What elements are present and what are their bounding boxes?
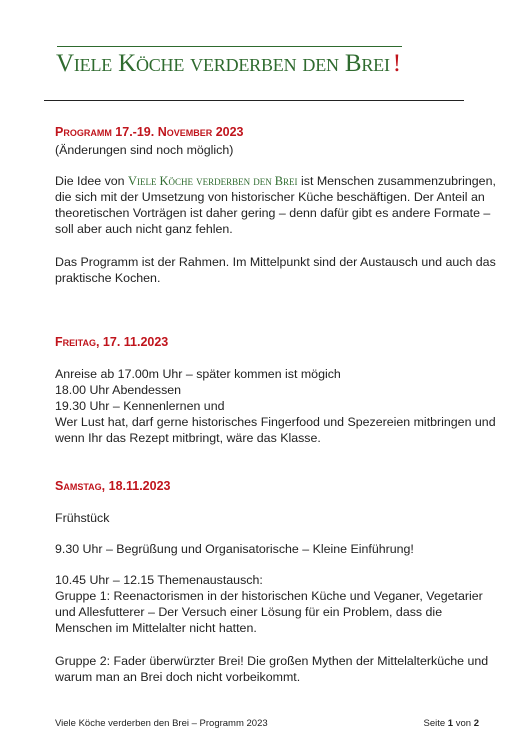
program-note: (Änderungen sind noch möglich)	[55, 143, 234, 157]
saturday-welcome: 9.30 Uhr – Begrüßung und Organisatorische – Kleine Einführung!	[55, 542, 414, 556]
intro-line-1-pre: Die Idee von	[55, 174, 129, 188]
title-exclamation: !	[392, 50, 401, 77]
footer-page-sep: von	[453, 718, 474, 729]
document-title-text: Viele Köche verderben den Brei	[56, 50, 390, 77]
intro-line-1-post: ist Menschen zusammenzubringen,	[297, 174, 496, 188]
footer-document-label: Viele Köche verderben den Brei – Programm 2023	[55, 718, 268, 729]
group2-line-1: Gruppe 2: Fader überwürzter Brei! Die großen Mythen der Mittelalterküche und	[55, 654, 489, 668]
intro-line-4: soll aber auch nicht ganz fehlen.	[55, 222, 233, 236]
intro-line-2: die sich mit der Umsetzung von historischer Küche beschäftigen. Der Anteil an	[55, 190, 485, 204]
friday-line-3: 19.30 Uhr – Kennenlernen und	[55, 399, 225, 413]
friday-line-1: Anreise ab 17.00m Uhr – später kommen ist mögich	[55, 367, 341, 381]
footer-page-current: 1	[447, 718, 454, 729]
title-underline-rule	[44, 100, 464, 101]
document-title	[56, 50, 401, 78]
intro-line-1	[55, 173, 496, 189]
group2-line-2: warum man an Brei doch nicht vorbeikommt.	[55, 670, 301, 684]
footer-page-total: 2	[473, 718, 479, 729]
friday-heading: Freitag, 17. 11.2023	[55, 335, 169, 349]
saturday-breakfast: Frühstück	[55, 511, 110, 525]
group1-line-1: Gruppe 1: Reenactorismen in der historischen Küche und Veganer, Vegetarier	[55, 589, 483, 603]
saturday-heading: Samstag, 18.11.2023	[55, 479, 171, 493]
intro-line-3: theoretischen Vorträgen ist daher gering – denn dafür gibt es andere Formate –	[55, 206, 491, 220]
frame-line-2: praktische Kochen.	[55, 271, 161, 285]
footer-page-number	[424, 718, 480, 729]
frame-line-1: Das Programm ist der Rahmen. Im Mittelpunkt sind der Austausch und auch das	[55, 255, 496, 269]
intro-brand-name: Viele Köche verderben den Brei	[128, 174, 298, 188]
friday-line-4: Wer Lust hat, darf gerne historisches Fingerfood und Spezereien mitbringen und	[55, 415, 496, 429]
friday-line-5: wenn Ihr das Rezept mitbringt, wäre das Klasse.	[55, 431, 321, 445]
program-heading: Programm 17.-19. November 2023	[55, 125, 244, 139]
friday-line-2: 18.00 Uhr Abendessen	[55, 383, 182, 397]
footer-page-label: Seite	[423, 718, 448, 729]
group1-line-2: und Allesfutterer – Der Versuch einer Lösung für ein Problem, dass die	[55, 605, 443, 619]
saturday-topic-time: 10.45 Uhr – 12.15 Themenaustausch:	[55, 573, 263, 587]
group1-line-3: Menschen im Mittelalter nicht hatten.	[55, 621, 257, 635]
title-top-rule	[57, 46, 402, 47]
